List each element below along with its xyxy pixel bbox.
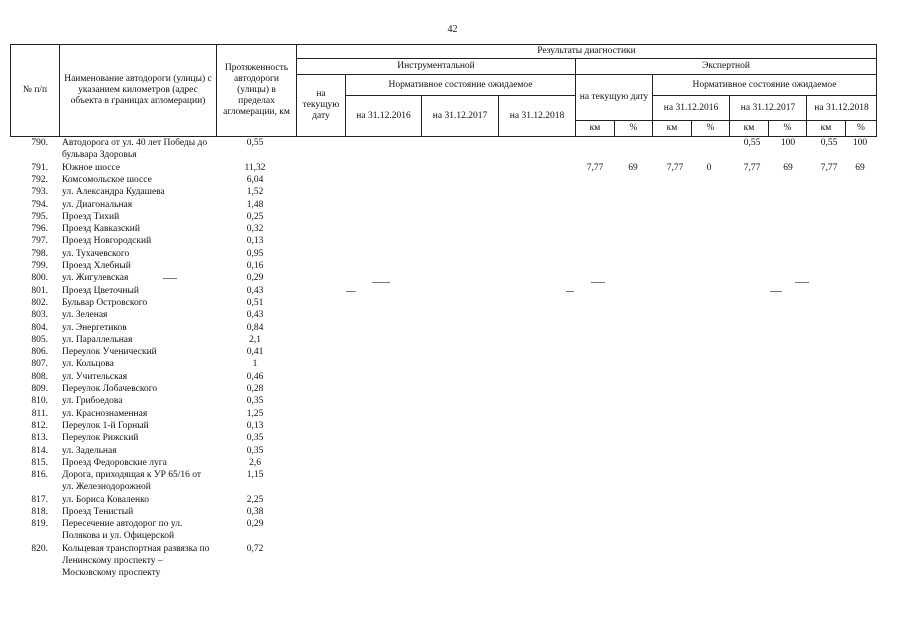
row-number: 796.	[31, 224, 48, 235]
row-number: 812.	[31, 420, 48, 431]
expert-value: 69	[855, 162, 865, 173]
header-pct: %	[614, 120, 653, 137]
header-pct: %	[768, 120, 807, 137]
row-number: 795.	[31, 211, 48, 222]
road-name: ул. Энергетиков	[62, 322, 127, 333]
road-name: ул. Александра Кудашева	[62, 187, 165, 198]
road-name: ул. Учительская	[62, 371, 128, 382]
table-row	[0, 223, 905, 235]
table-row	[0, 518, 905, 543]
table-row	[0, 506, 905, 518]
road-length: 0,32	[246, 224, 264, 235]
road-name: Проезд Новгородский	[62, 236, 152, 247]
header-km: км	[575, 120, 615, 137]
row-number: 818.	[31, 507, 48, 517]
road-length: 0,95	[246, 248, 264, 259]
expert-value: 0	[706, 162, 712, 173]
road-name: Бульвар Островского	[62, 297, 148, 308]
road-length: 0,38	[246, 507, 264, 517]
expert-value: 69	[783, 162, 793, 173]
road-length: 0,28	[246, 384, 264, 394]
row-number: 801.	[31, 285, 48, 296]
road-name: ул. Параллельная	[62, 334, 133, 345]
table-row	[0, 420, 905, 432]
road-length: 11,32	[244, 162, 266, 173]
road-name: Проезд Цветочный	[62, 285, 139, 296]
table-row	[0, 211, 905, 223]
table-row	[0, 309, 905, 321]
scan-artifact	[372, 282, 390, 283]
expert-value: 0,55	[743, 138, 761, 148]
header-expert-2016: на 31.12.2016	[652, 95, 730, 121]
header-pct: %	[845, 120, 877, 137]
road-name: Кольцевая транспортная развязка по Ленинскому проспекту – Московскому проспекту	[62, 543, 210, 578]
expert-value: 0,55	[820, 138, 838, 148]
road-name: ул. Грибоедова	[62, 396, 123, 407]
road-length: 0,84	[246, 322, 264, 333]
row-number: 808.	[31, 371, 48, 382]
road-length: 0,35	[246, 445, 264, 456]
road-name: ул. Кольцова	[62, 359, 114, 370]
road-length: 0,25	[246, 211, 264, 222]
row-number: 791.	[31, 162, 48, 173]
table-row	[0, 445, 905, 457]
road-length: 1,52	[246, 187, 264, 198]
road-length: 0,55	[246, 138, 264, 148]
road-name: Проезд Тихий	[62, 211, 120, 222]
road-length: 0,13	[246, 420, 264, 431]
table-row	[0, 358, 905, 370]
scan-artifact	[566, 291, 574, 292]
road-name: Переулок Лобачевского	[62, 384, 158, 394]
header-instr-2016: на 31.12.2016	[345, 95, 422, 137]
row-number: 820.	[31, 543, 48, 554]
table-row	[0, 432, 905, 444]
header-instr-norm: Нормативное состояние ожидаемое	[345, 74, 576, 96]
table-row	[0, 494, 905, 506]
expert-value: 100	[780, 138, 796, 148]
road-length: 0,41	[246, 347, 264, 358]
row-number: 816.	[31, 470, 48, 481]
header-col-number: № п/п	[10, 44, 60, 137]
table-row	[0, 174, 905, 186]
expert-value: 7,77	[743, 162, 761, 173]
road-name: Переулок Ученический	[62, 347, 157, 358]
road-length: 1,25	[246, 408, 264, 419]
header-expert-current: на текущую дату	[575, 74, 653, 121]
row-number: 819.	[31, 519, 48, 530]
header-expert: Экспертной	[575, 58, 877, 75]
road-name: ул. Жигулевская	[62, 273, 129, 284]
road-name: Автодорога от ул. 40 лет Победы до бульвара Здоровья	[62, 138, 208, 160]
road-length: 0,35	[246, 396, 264, 407]
table-row	[0, 137, 905, 162]
row-number: 809.	[31, 384, 48, 394]
row-number: 797.	[31, 236, 48, 247]
table-row	[0, 186, 905, 198]
table-row	[0, 371, 905, 383]
table-row	[0, 346, 905, 358]
header-expert-norm: Нормативное состояние ожидаемое	[652, 74, 877, 96]
header-instrumental: Инструментальной	[296, 58, 576, 75]
table-row	[0, 395, 905, 407]
road-name: ул. Задельная	[62, 445, 117, 456]
road-name: Переулок Рижский	[62, 433, 139, 444]
road-name: Южное шоссе	[62, 162, 121, 173]
road-name: Пересечение автодорог по ул. Полякова и ул. Офицерской	[62, 519, 183, 542]
road-length: 0,29	[246, 519, 264, 530]
header-instr-2017: на 31.12.2017	[421, 95, 499, 137]
table-row	[0, 408, 905, 420]
row-number: 803.	[31, 310, 48, 321]
row-number: 811.	[31, 408, 48, 419]
road-length: 1,48	[246, 199, 264, 210]
road-length: 1	[252, 359, 258, 370]
road-length: 2,25	[246, 494, 264, 505]
road-name: Проезд Хлебный	[62, 261, 131, 271]
road-length: 0,29	[246, 273, 264, 284]
road-name: ул. Тухачевского	[62, 248, 130, 259]
row-number: 810.	[31, 396, 48, 407]
scan-artifact	[795, 282, 809, 283]
row-number: 799.	[31, 261, 48, 271]
row-number: 807.	[31, 359, 48, 370]
road-length: 0,51	[246, 297, 264, 308]
header-instr-2018: на 31.12.2018	[498, 95, 576, 137]
road-name: Проезд Федоровские луга	[62, 457, 167, 468]
expert-value: 7,77	[820, 162, 838, 173]
table-row	[0, 248, 905, 260]
header-expert-2018: на 31.12.2018	[806, 95, 877, 121]
road-length: 2,1	[249, 334, 261, 345]
header-col-length: Протяженность автодороги (улицы) в пределах агломерации, км	[216, 44, 297, 137]
road-length: 2,6	[249, 457, 261, 468]
row-number: 806.	[31, 347, 48, 358]
header-km: км	[729, 120, 769, 137]
table-row	[0, 272, 905, 284]
header-expert-2017: на 31.12.2017	[729, 95, 807, 121]
road-length: 0,13	[246, 236, 264, 247]
expert-value: 100	[852, 138, 868, 148]
table-row	[0, 260, 905, 272]
road-length: 0,46	[246, 371, 264, 382]
road-length: 0,43	[246, 310, 264, 321]
road-length: 0,43	[246, 285, 264, 296]
header-km: км	[806, 120, 846, 137]
row-number: 793.	[31, 187, 48, 198]
row-number: 815.	[31, 457, 48, 468]
road-length: 0,72	[246, 543, 264, 554]
road-name: Переулок 1-й Горный	[62, 420, 149, 431]
row-number: 813.	[31, 433, 48, 444]
header-instr-current: на текущую дату	[296, 74, 346, 137]
row-number: 794.	[31, 199, 48, 210]
road-length: 0,16	[246, 261, 264, 271]
table-row	[0, 235, 905, 247]
row-number: 805.	[31, 334, 48, 345]
row-number: 800.	[31, 273, 48, 284]
row-number: 804.	[31, 322, 48, 333]
header-col-name: Наименование автодороги (улицы) с указанием километров (адрес объекта в границах агломерации)	[59, 44, 217, 137]
road-name: ул. Зеленая	[62, 310, 108, 321]
table-row	[0, 334, 905, 346]
table-row	[0, 322, 905, 334]
scan-artifact	[770, 291, 782, 292]
scan-artifact	[346, 291, 356, 292]
road-length: 1,15	[246, 470, 264, 481]
header-pct: %	[691, 120, 730, 137]
table-row	[0, 383, 905, 395]
table-row	[0, 162, 905, 174]
row-number: 790.	[31, 138, 48, 148]
table-row	[0, 297, 905, 309]
expert-value: 7,77	[666, 162, 684, 173]
scan-artifact	[163, 278, 177, 279]
road-name: Проезд Тенистый	[62, 507, 134, 517]
row-number: 802.	[31, 297, 48, 308]
row-number: 814.	[31, 445, 48, 456]
row-number: 817.	[31, 494, 48, 505]
road-name: Дорога, приходящая к УР 65/16 от ул. Железнодорожной	[62, 470, 202, 493]
row-number: 798.	[31, 248, 48, 259]
road-name: ул. Краснознаменная	[62, 408, 148, 419]
header-km: км	[652, 120, 692, 137]
table-row	[0, 457, 905, 469]
header-results: Результаты диагностики	[296, 44, 877, 59]
road-name: ул. Диагональная	[62, 199, 133, 210]
expert-value: 7,77	[586, 162, 604, 173]
road-name: ул. Бориса Коваленко	[62, 494, 149, 505]
table-row	[0, 543, 905, 592]
table-row	[0, 469, 905, 494]
scan-artifact	[591, 282, 605, 283]
road-length: 6,04	[246, 174, 264, 185]
road-length: 0,35	[246, 433, 264, 444]
table-row	[0, 199, 905, 211]
expert-value: 69	[628, 162, 638, 173]
road-name: Проезд Кавказский	[62, 224, 140, 235]
road-name: Комсомольское шоссе	[62, 174, 152, 185]
row-number: 792.	[31, 174, 48, 185]
page-number: 42	[447, 24, 458, 35]
